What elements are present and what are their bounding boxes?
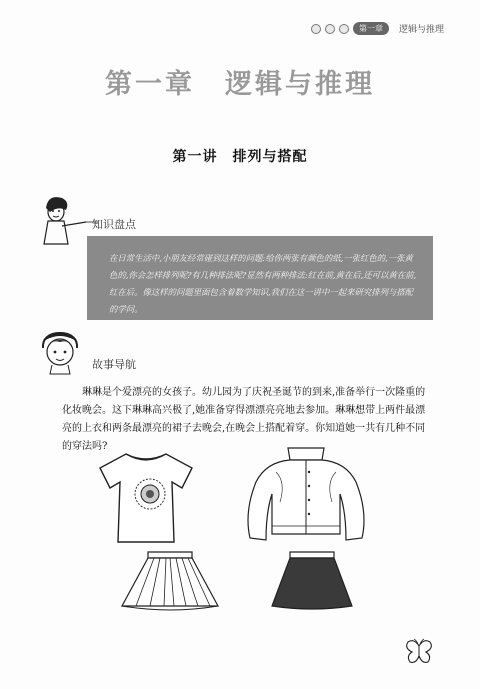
header-dot-1 [311,24,321,34]
header-dot-3 [339,24,349,34]
header-chapter-badge: 第一章 [353,22,389,35]
dark-skirt-illustration [268,548,356,614]
butterfly-icon [404,638,434,666]
pleated-skirt-illustration [118,548,222,614]
header-title: 逻辑与推理 [398,25,444,35]
chapter-title: 第一章 逻辑与推理 [105,69,375,100]
running-header [311,22,444,35]
story-paragraph: 琳琳是个爱漂亮的女孩子。幼儿园为了庆祝圣诞节的到来,准备举行一次隆重的化妆晚会。这下琳琳高兴极了,她准备穿得漂漂亮亮地去参加。琳琳想带上两件最漂亮的上衣和两条最漂亮的裙子去晚会,在晚会上搭配着穿。你知道她一共有几种不同的穿法吗? [62,387,426,452]
story-section-title: 故事导航 [92,358,136,371]
header-dot-2 [325,24,335,34]
knowledge-section-title: 知识盘点 [92,218,136,231]
knowledge-text-box: 在日常生活中,小朋友经常碰到这样的问题:给你两张有颜色的纸,一张红色的,一张黄色的,你会怎样排列呢?有几种排法呢?显然有两种排法:红在前,黄在后,还可以黄在前,红在后。像这样的问题里面包含着数学知识,我们在这一讲中一起来研究排列与搭配的学问。 [87,236,433,320]
girl-face-icon [40,330,80,380]
tshirt-illustration [96,448,196,548]
jacket-illustration [236,442,376,548]
lecture-title: 第一讲 排列与搭配 [172,149,308,165]
